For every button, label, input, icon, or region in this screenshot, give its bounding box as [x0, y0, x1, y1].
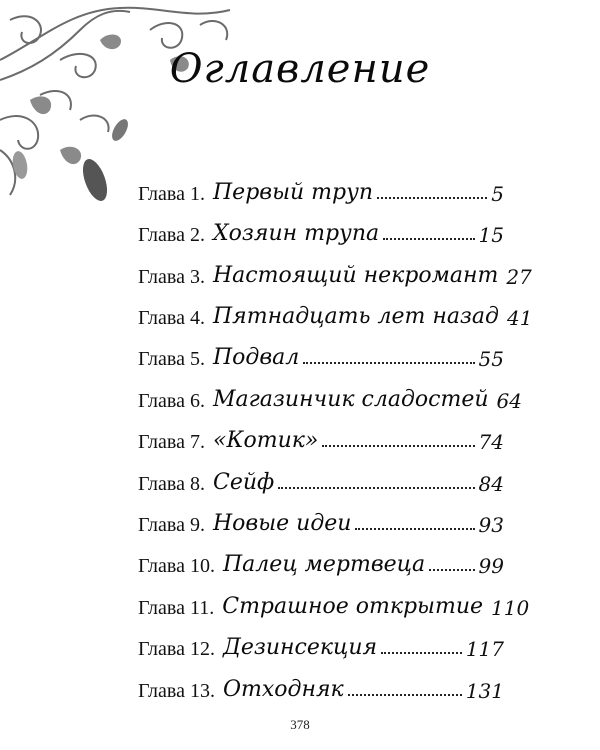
toc-row[interactable]	[138, 375, 522, 415]
chapter-page: 117	[465, 637, 504, 661]
chapter-title: Отходняк	[222, 677, 344, 702]
toc-row[interactable]	[138, 209, 504, 249]
toc-row[interactable]	[138, 168, 504, 208]
toc-row[interactable]	[138, 582, 530, 622]
dot-leader	[348, 694, 462, 696]
toc-row[interactable]	[138, 458, 504, 498]
chapter-label: Глава 6.	[138, 390, 205, 412]
page-number: 378	[290, 717, 310, 732]
chapter-label: Глава 8.	[138, 473, 205, 495]
toc-row[interactable]	[138, 251, 532, 291]
chapter-page: 27	[506, 265, 532, 289]
chapter-page: 74	[478, 430, 504, 454]
chapter-label: Глава 4.	[138, 307, 205, 329]
chapter-title: Хозяин трупа	[212, 221, 380, 246]
chapter-title: Магазинчик сладостей	[212, 387, 489, 412]
dot-leader	[322, 445, 474, 447]
chapter-title: Подвал	[212, 345, 300, 370]
dot-leader	[278, 487, 474, 489]
page-title: Оглавление	[169, 46, 431, 92]
chapter-page: 5	[491, 182, 504, 206]
chapter-title: Новые идеи	[212, 511, 352, 536]
chapter-page: 131	[465, 679, 504, 703]
chapter-label: Глава 13.	[138, 680, 215, 702]
toc-row[interactable]	[138, 540, 504, 580]
chapter-title: Настоящий некромант	[212, 263, 499, 288]
chapter-page: 93	[478, 513, 504, 537]
chapter-title: Сейф	[212, 470, 275, 495]
chapter-page: 64	[496, 389, 522, 413]
dot-leader	[355, 528, 474, 530]
chapter-label: Глава 9.	[138, 514, 205, 536]
chapter-title: «Котик»	[212, 428, 319, 453]
toc-row[interactable]	[138, 665, 504, 705]
chapter-label: Глава 3.	[138, 266, 205, 288]
chapter-page: 55	[478, 347, 504, 371]
dot-leader	[383, 238, 474, 240]
chapter-label: Глава 10.	[138, 555, 215, 577]
chapter-page: 84	[478, 472, 504, 496]
chapter-title: Пятнадцать лет назад	[212, 304, 499, 329]
chapter-page: 99	[478, 554, 504, 578]
dot-leader	[429, 569, 474, 571]
chapter-label: Глава 12.	[138, 638, 215, 660]
chapter-label: Глава 1.	[138, 183, 205, 205]
chapter-page: 41	[507, 306, 533, 330]
chapter-page: 15	[478, 223, 504, 247]
toc-row[interactable]	[138, 499, 504, 539]
chapter-label: Глава 7.	[138, 431, 205, 453]
toc-row[interactable]	[138, 292, 533, 332]
chapter-title: Первый труп	[212, 180, 374, 205]
chapter-label: Глава 2.	[138, 224, 205, 246]
chapter-page: 110	[491, 596, 530, 620]
chapter-label: Глава 11.	[138, 597, 215, 619]
dot-leader	[381, 652, 462, 654]
dot-leader	[303, 362, 474, 364]
chapter-title: Страшное открытие	[222, 594, 484, 619]
chapter-title: Палец мертвеца	[222, 552, 426, 577]
toc-row[interactable]	[138, 623, 504, 663]
toc-row[interactable]	[138, 416, 504, 456]
toc-row[interactable]	[138, 333, 504, 373]
chapter-label: Глава 5.	[138, 348, 205, 370]
chapter-title: Дезинсекция	[222, 635, 378, 660]
dot-leader	[377, 197, 487, 199]
